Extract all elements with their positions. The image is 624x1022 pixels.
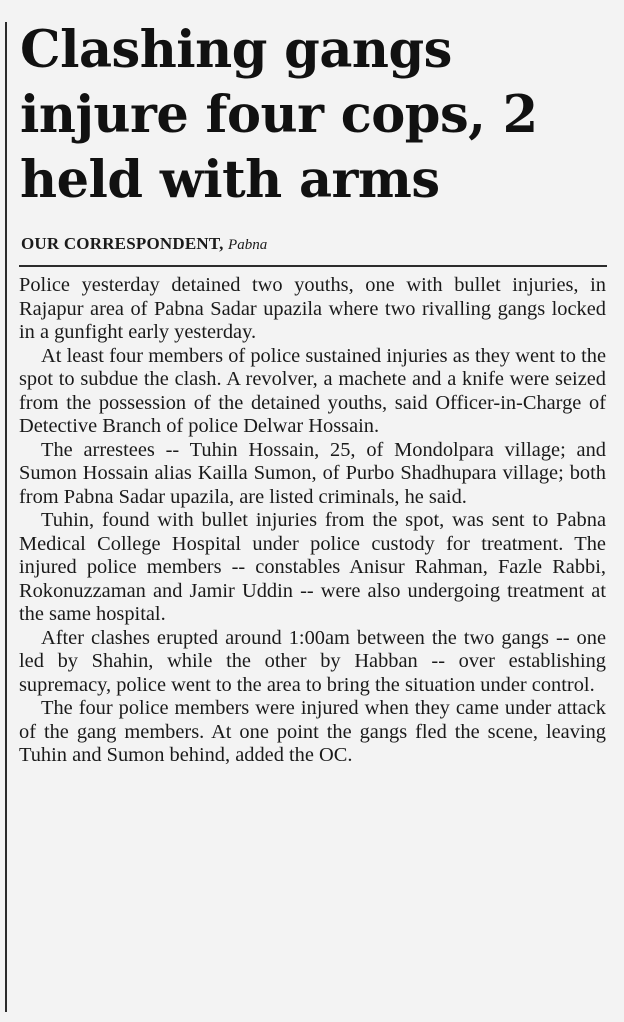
byline: [21, 234, 267, 254]
paragraph: After clashes erupted around 1:00am between the two gangs -- one led by Shahin, while the other by Habban -- over establishing supremacy, police went to the area to bring the situation under control.: [19, 626, 606, 696]
byline-location: Pabna: [228, 237, 268, 253]
byline-divider: [19, 265, 607, 267]
byline-author: OUR CORRESPONDENT,: [21, 234, 229, 253]
article-body: [19, 274, 606, 768]
headline: Clashing gangs injure four cops, 2 held with arms: [20, 20, 538, 210]
paragraph: Police yesterday detained two youths, one with bullet injuries, in Rajapur area of Pabna Sadar upazila where two rivalling gangs locked in a gunfight early yesterday.: [19, 274, 606, 343]
paragraph: The four police members were injured when they came under attack of the gang members. At one point the gangs fled the scene, leaving Tuhin and Sumon behind, added the OC.: [19, 697, 606, 766]
left-column-rule: [5, 22, 7, 1012]
paragraph: The arrestees -- Tuhin Hossain, 25, of Mondolpara village; and Sumon Hossain alias Kailla Sumon, of Purbo Shadhupara village; both from Pabna Sadar upazila, are listed criminals, he said.: [19, 438, 606, 508]
paragraph: Tuhin, found with bullet injuries from the spot, was sent to Pabna Medical College Hospital under police custody for treatment. The injured police members -- constables Anisur Rahman, Fazle Rabbi, Rokonuzzaman and Jamir Uddin -- were also undergoing treatment at the same hospital.: [19, 509, 606, 625]
paragraph: At least four members of police sustained injuries as they went to the spot to subdue the clash. A revolver, a machete and a knife were seized from the possession of the detained youths, said Officer-in-Charge of Detective Branch of police Delwar Hossain.: [19, 344, 606, 437]
